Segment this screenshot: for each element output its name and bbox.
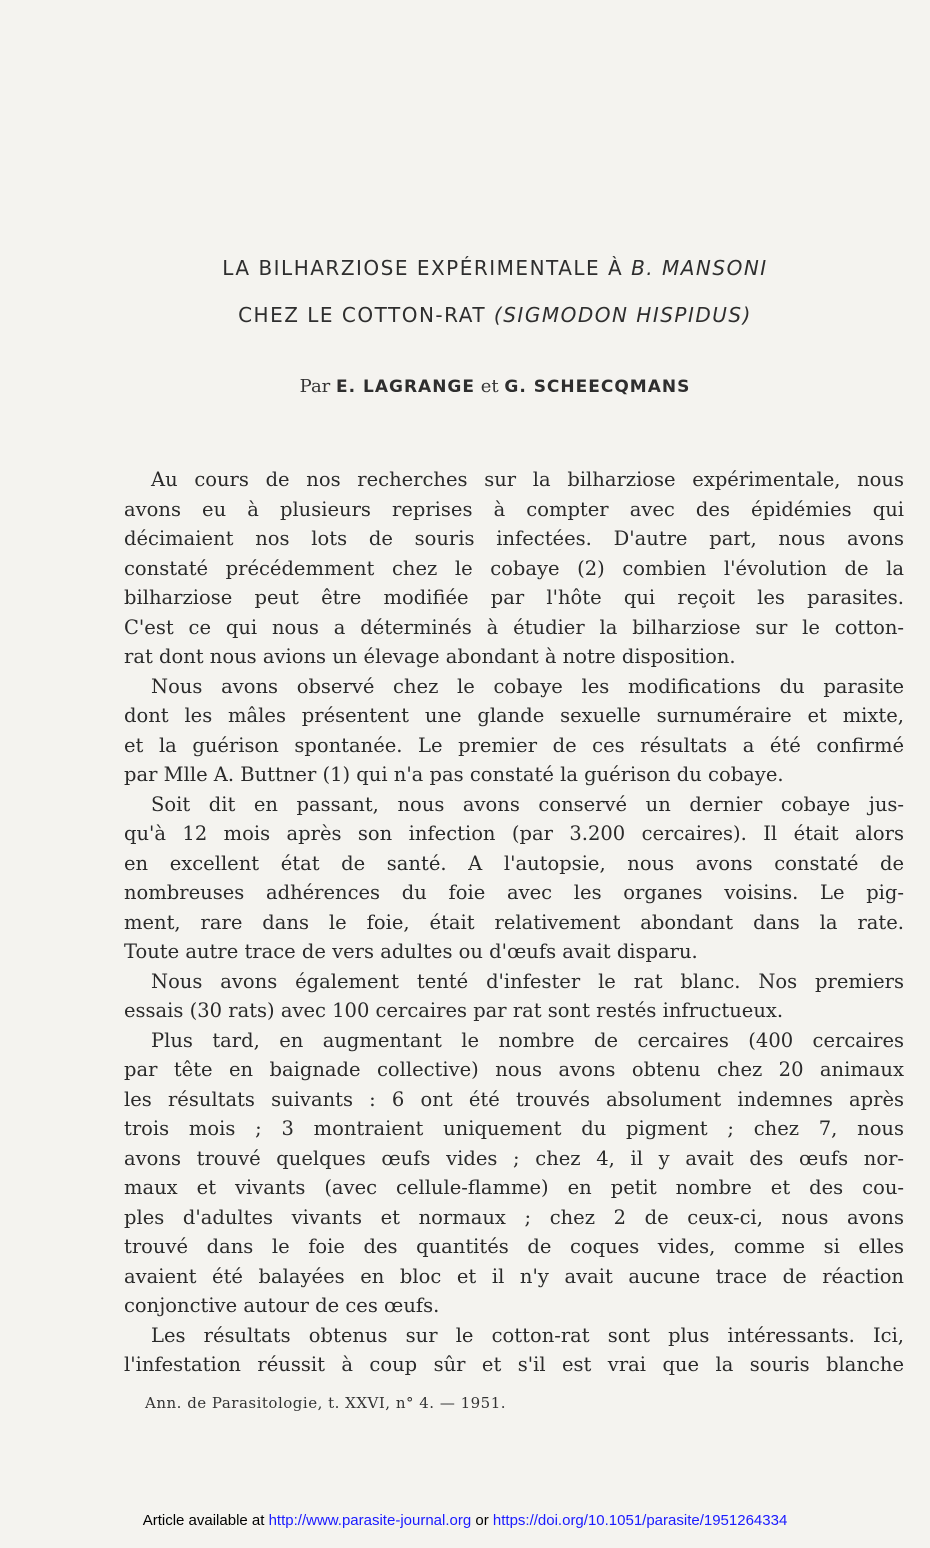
- text-line: Plus tard, en augmentant le nombre de cercaires (400 cercaires: [151, 1028, 904, 1052]
- text-line: et la guérison spontanée. Le premier de ces résultats a été confirmé: [124, 733, 904, 757]
- article-title-line-1: [60, 256, 930, 280]
- text-line: C'est ce qui nous a déterminés à étudier la bilharziose sur le cotton-: [124, 615, 904, 639]
- byline-et: et: [480, 376, 499, 397]
- text-line: en excellent état de santé. A l'autopsie, nous avons constaté de: [124, 851, 904, 875]
- article-mid: or: [471, 1512, 493, 1529]
- title-line-1-italic: B. MANSONI: [631, 256, 768, 280]
- text-line: ples d'adultes vivants et normaux ; chez 2 de ceux-ci, nous avons: [124, 1205, 904, 1229]
- text-line: constaté précédemment chez le cobaye (2) combien l'évolution de la: [124, 556, 904, 580]
- text-line: Soit dit en passant, nous avons conservé un dernier cobaye jus-: [151, 792, 904, 816]
- text-line: par Mlle A. Buttner (1) qui n'a pas constaté la guérison du cobaye.: [124, 763, 784, 786]
- text-line: nombreuses adhérences du foie avec les organes voisins. Le pig-: [124, 881, 904, 904]
- doi-link[interactable]: https://doi.org/10.1051/parasite/1951264334: [492, 1512, 788, 1529]
- text-line: trois mois ; 3 montraient uniquement du pigment ; chez 7, nous: [124, 1117, 904, 1140]
- byline-par: Par: [299, 376, 331, 397]
- article-title-line-2: [60, 303, 930, 327]
- text-line: avons trouvé quelques œufs vides ; chez 4, il y avait des œufs nor-: [124, 1146, 904, 1170]
- text-line: maux et vivants (avec cellule-flamme) en petit nombre et des cou-: [124, 1176, 904, 1199]
- text-line: rat dont nous avions un élevage abondant à notre disposition.: [124, 645, 736, 668]
- text-line: Nous avons également tenté d'infester le rat blanc. Nos premiers: [151, 969, 904, 993]
- text-line: bilharziose peut être modifiée par l'hôte qui reçoit les parasites.: [124, 586, 904, 609]
- article-prefix: Article available at: [142, 1512, 269, 1529]
- title-line-2-italic: (SIGMODON HISPIDUS): [493, 303, 752, 327]
- byline: [60, 376, 930, 397]
- author-2: G. SCHEECQMANS: [504, 377, 691, 397]
- text-line: Toute autre trace de vers adultes ou d'œufs avait disparu.: [124, 940, 698, 963]
- text-line: Les résultats obtenus sur le cotton-rat sont plus intéressants. Ici,: [151, 1323, 904, 1347]
- body-text: [124, 465, 904, 1380]
- text-line: avons eu à plusieurs reprises à compter avec des épidémies qui: [124, 497, 904, 521]
- title-line-2-text: CHEZ LE COTTON-RAT: [238, 303, 494, 327]
- text-line: par tête en baignade collective) nous avons obtenu chez 20 animaux: [124, 1058, 904, 1081]
- text-line: avaient été balayées en bloc et il n'y avait aucune trace de réaction: [124, 1264, 904, 1288]
- text-line: ment, rare dans le foie, était relativement abondant dans la rate.: [124, 910, 904, 934]
- text-line: conjonctive autour de ces œufs.: [124, 1294, 440, 1317]
- text-line: trouvé dans le foie des quantités de coques vides, comme si elles: [124, 1235, 904, 1258]
- article-availability: [0, 1512, 930, 1529]
- text-line: Nous avons observé chez le cobaye les modifications du parasite: [151, 674, 904, 698]
- text-line: les résultats suivants : 6 ont été trouvés absolument indemnes après: [124, 1087, 904, 1111]
- text-line: essais (30 rats) avec 100 cercaires par rat sont restés infructueux.: [124, 999, 784, 1022]
- text-line: l'infestation réussit à coup sûr et s'il est vrai que la souris blanche: [124, 1353, 904, 1376]
- title-line-1-text: LA BILHARZIOSE EXPÉRIMENTALE À: [222, 256, 632, 280]
- journal-link[interactable]: http://www.parasite-journal.org: [268, 1512, 472, 1529]
- text-line: décimaient nos lots de souris infectées. D'autre part, nous avons: [124, 527, 904, 550]
- text-line: qu'à 12 mois après son infection (par 3.200 cercaires). Il était alors: [124, 822, 904, 845]
- text-line: dont les mâles présentent une glande sexuelle surnuméraire et mixte,: [124, 704, 904, 727]
- author-1: E. LAGRANGE: [336, 377, 475, 397]
- text-line: Au cours de nos recherches sur la bilharziose expérimentale, nous: [151, 468, 904, 491]
- journal-footer: Ann. de Parasitologie, t. XXVI, n° 4. — 1951.: [145, 1394, 507, 1412]
